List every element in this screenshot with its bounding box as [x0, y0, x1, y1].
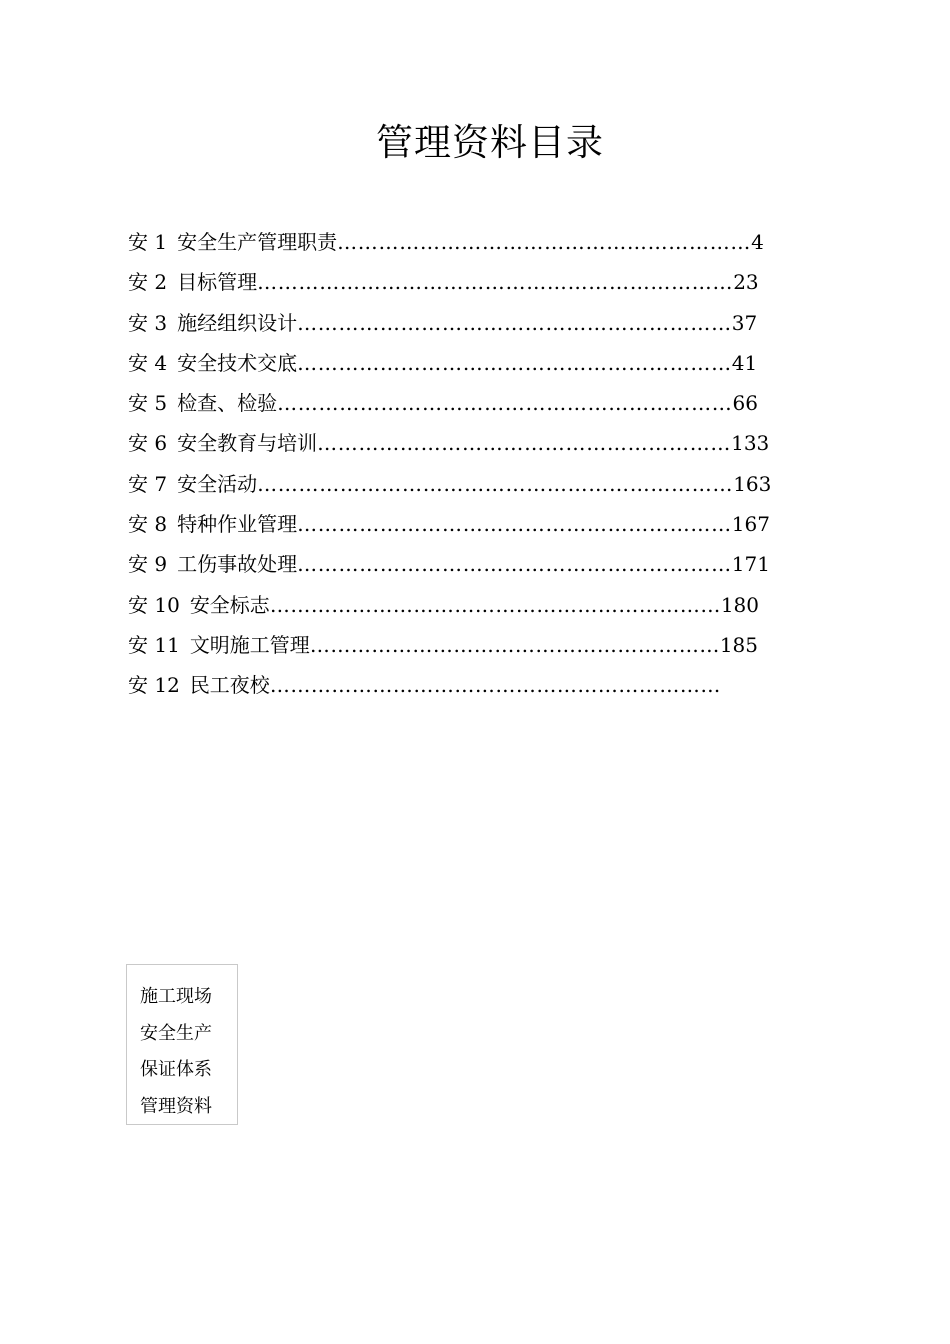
toc-label: 检查、检验	[177, 391, 278, 416]
toc-row	[128, 423, 848, 463]
toc-code: 安 5	[128, 391, 168, 416]
toc-row	[128, 504, 848, 544]
toc-leader: ……………………………………………………	[337, 230, 752, 254]
toc-row	[128, 625, 848, 665]
toc-row	[128, 665, 848, 705]
toc-label: 文明施工管理	[189, 632, 310, 657]
page-title: 管理资料目录	[376, 121, 604, 164]
toc-page: 41	[731, 350, 758, 375]
toc-label: 安全教育与培训	[177, 431, 318, 456]
toc-code: 安 2	[128, 270, 168, 295]
toc-code: 安 7	[128, 471, 168, 496]
toc-leader: ………………………………………………………	[297, 552, 732, 577]
toc-leader: ……………………………………………………	[309, 632, 720, 657]
toc-page: 163	[733, 471, 772, 496]
toc-page: 167	[731, 512, 770, 537]
toc-leader: …………………………………………………………	[269, 592, 721, 617]
toc-label: 安全标志	[189, 592, 270, 617]
side-label-line: 保证体系	[140, 1059, 212, 1080]
toc-label: 安全技术交底	[177, 350, 298, 375]
toc-code: 安 12	[128, 673, 180, 698]
toc-row	[128, 544, 848, 584]
toc-page: 23	[733, 270, 759, 295]
toc-label: 特种作业管理	[177, 512, 298, 537]
toc-leader: ………………………………………………………	[297, 350, 732, 375]
toc-leader: ………………………………………………………	[297, 512, 732, 537]
toc-row	[128, 262, 848, 302]
toc-page: 133	[731, 431, 770, 456]
toc-leader: ……………………………………………………………	[257, 471, 734, 496]
side-label-box	[126, 964, 238, 1125]
toc-row	[128, 303, 848, 343]
toc-label: 民工夜校	[189, 673, 270, 698]
toc-row	[128, 464, 848, 504]
toc-row	[128, 222, 848, 262]
table-of-contents	[128, 222, 848, 706]
toc-page: 66	[732, 391, 758, 416]
toc-label: 目标管理	[177, 270, 258, 295]
side-label-line: 施工现场	[140, 986, 212, 1007]
toc-row	[128, 343, 848, 383]
toc-leader: ……………………………………………………	[317, 431, 732, 456]
toc-label: 工伤事故处理	[177, 552, 298, 577]
toc-page: 37	[731, 310, 758, 335]
toc-page: 185	[719, 632, 758, 657]
toc-code: 安 6	[128, 431, 168, 456]
toc-leader: …………………………………………………………	[269, 673, 721, 698]
toc-label: 安全活动	[177, 471, 258, 496]
toc-row	[128, 383, 848, 423]
toc-code: 安 10	[128, 592, 180, 617]
toc-code: 安 9	[128, 552, 168, 577]
toc-code: 安 1	[128, 230, 168, 254]
side-label-line: 安全生产	[140, 1022, 212, 1044]
toc-label: 安全生产管理职责	[177, 230, 338, 254]
toc-leader: ……………………………………………………………	[257, 270, 734, 295]
side-label-line: 管理资料	[140, 1095, 212, 1117]
toc-leader: ………………………………………………………	[297, 310, 732, 335]
toc-code: 安 3	[128, 310, 168, 335]
toc-code: 安 11	[128, 632, 180, 657]
toc-label: 施经组织设计	[177, 310, 298, 335]
toc-row	[128, 585, 848, 625]
toc-code: 安 8	[128, 512, 168, 537]
toc-page: 180	[720, 592, 759, 617]
toc-leader: …………………………………………………………	[277, 391, 733, 416]
toc-page: 171	[731, 552, 770, 577]
toc-page: 4	[751, 230, 764, 254]
toc-code: 安 4	[128, 350, 168, 375]
